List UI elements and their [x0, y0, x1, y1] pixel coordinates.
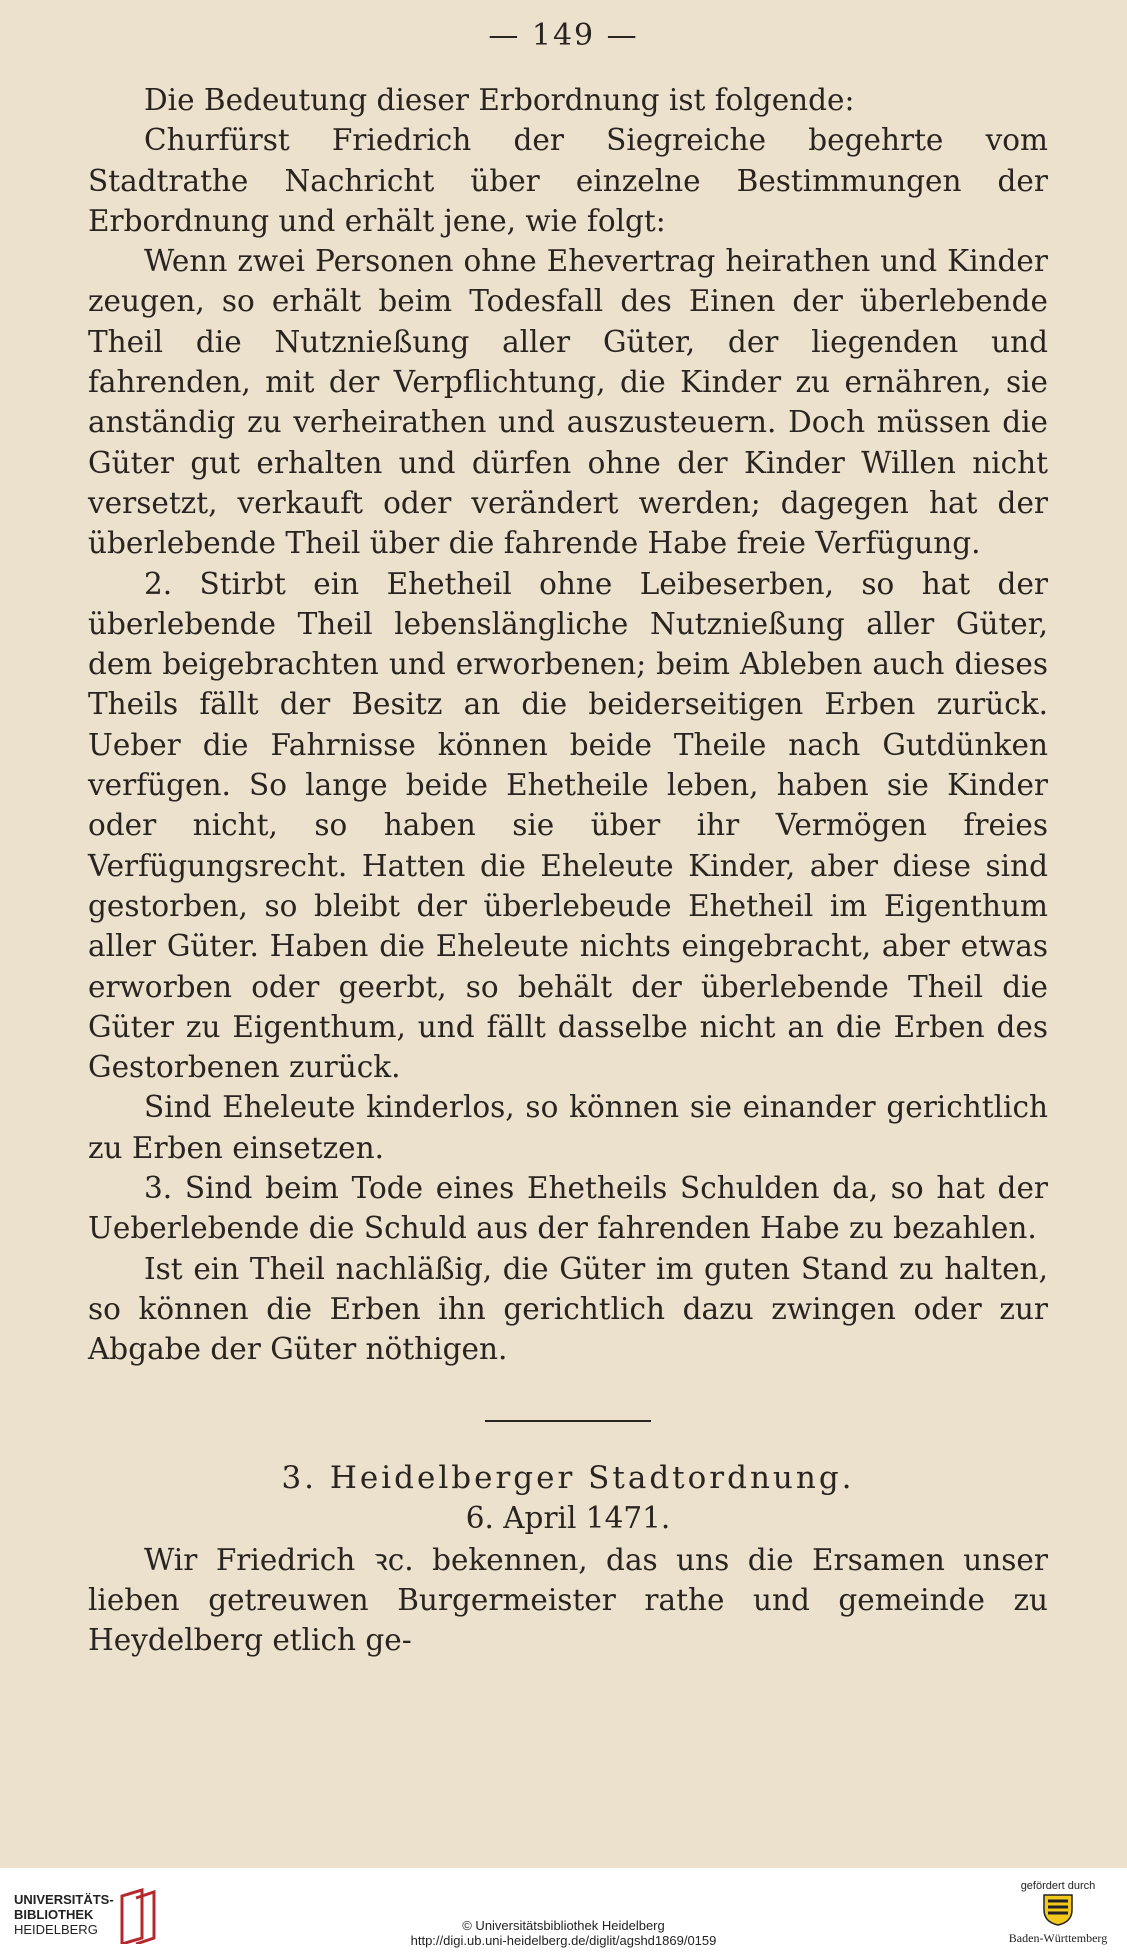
- permalink[interactable]: http://digi.ub.uni-heidelberg.de/diglit/agshd1869/0159: [410, 1933, 717, 1948]
- paragraph: 2. Stirbt ein Ehetheil ohne Leibeserben, so hat der überlebende Theil lebenslängliche Nutznießung aller Güter, dem beigebrachten und erworbenen; beim Ableben auch dieses Theils fällt der Besitz an die beiderseitigen Erben zurück. Ueber die Fahrnisse können beide Theile nach Gutdünken verfügen. So lange beide Ehetheile leben, haben sie Kinder oder nicht, so haben sie über ihr Vermögen freies Verfügungsrecht. Hatten die Eheleute Kinder, aber diese sind gestorben, so bleibt der überlebeude Ehetheil im Eigenthum aller Güter. Haben die Eheleute nichts eingebracht, aber etwas erworben oder geerbt, so behält der überlebende Theil die Güter zu Eigenthum, und fällt dasselbe nicht an die Erben des Gestorbenen zurück.: [88, 566, 1048, 1085]
- page-body: [88, 80, 1048, 1660]
- library-name-line: HEIDELBERG: [14, 1922, 98, 1937]
- section-divider: [485, 1420, 651, 1422]
- paragraph: Die Bedeutung dieser Erbordnung ist folgende:: [144, 83, 855, 117]
- state-coat-of-arms-icon: [1038, 1892, 1078, 1926]
- sponsor-block[interactable]: [1003, 1880, 1113, 1946]
- copyright-block: [0, 1918, 1127, 1948]
- paragraph: 3. Sind beim Tode eines Ehetheils Schulden da, so hat der Ueberlebende die Schuld aus der fahrenden Habe zu bezahlen.: [88, 1171, 1048, 1246]
- page-number: — 149 —: [488, 18, 639, 53]
- sponsor-label: gefördert durch: [1020, 1880, 1096, 1892]
- footer: [0, 1868, 1127, 1954]
- library-name-line: BIBLIOTHEK: [14, 1907, 94, 1922]
- sponsor-state: Baden-Württemberg: [1008, 1931, 1108, 1945]
- paragraph: Sind Eheleute kinderlos, so können sie einander gerichtlich zu Erben einsetzen.: [88, 1090, 1048, 1165]
- library-name-line: UNIVERSITÄTS-: [14, 1892, 114, 1907]
- section-heading: 3. Heidelberger Stadtordnung.: [281, 1459, 855, 1496]
- section-paragraph: Wir Friedrich ꝛc. bekennen, das uns die Ersamen unser lieben getreuwen Burgermeister rathe und gemeinde zu Heydelberg etlich ge-: [88, 1542, 1048, 1658]
- section-date: 6. April 1471.: [465, 1500, 671, 1535]
- paragraph: Ist ein Theil nachläßig, die Güter im guten Stand zu halten, so können die Erben ihn gerichtlich dazu zwingen oder zur Abgabe der Güter nöthigen.: [88, 1251, 1048, 1367]
- paragraph: Wenn zwei Personen ohne Ehevertrag heirathen und Kinder zeugen, so erhält beim Todesfall des Einen der überlebende Theil die Nutznießung aller Güter, der liegenden und fahrenden, mit der Verpflichtung, die Kinder zu ernähren, sie anständig zu verheirathen und auszusteuern. Doch müssen die Güter gut erhalten und dürfen ohne der Kinder Willen nicht versetzt, verkauft oder verändert werden; dagegen hat der überlebende Theil über die fahrende Habe freie Verfügung.: [88, 244, 1048, 561]
- paragraph: Churfürst Friedrich der Siegreiche begehrte vom Stadtrathe Nachricht über einzelne Bestimmungen der Erbordnung und erhält jene, wie folgt:: [88, 123, 1048, 238]
- copyright-text: © Universitätsbibliothek Heidelberg: [462, 1918, 665, 1933]
